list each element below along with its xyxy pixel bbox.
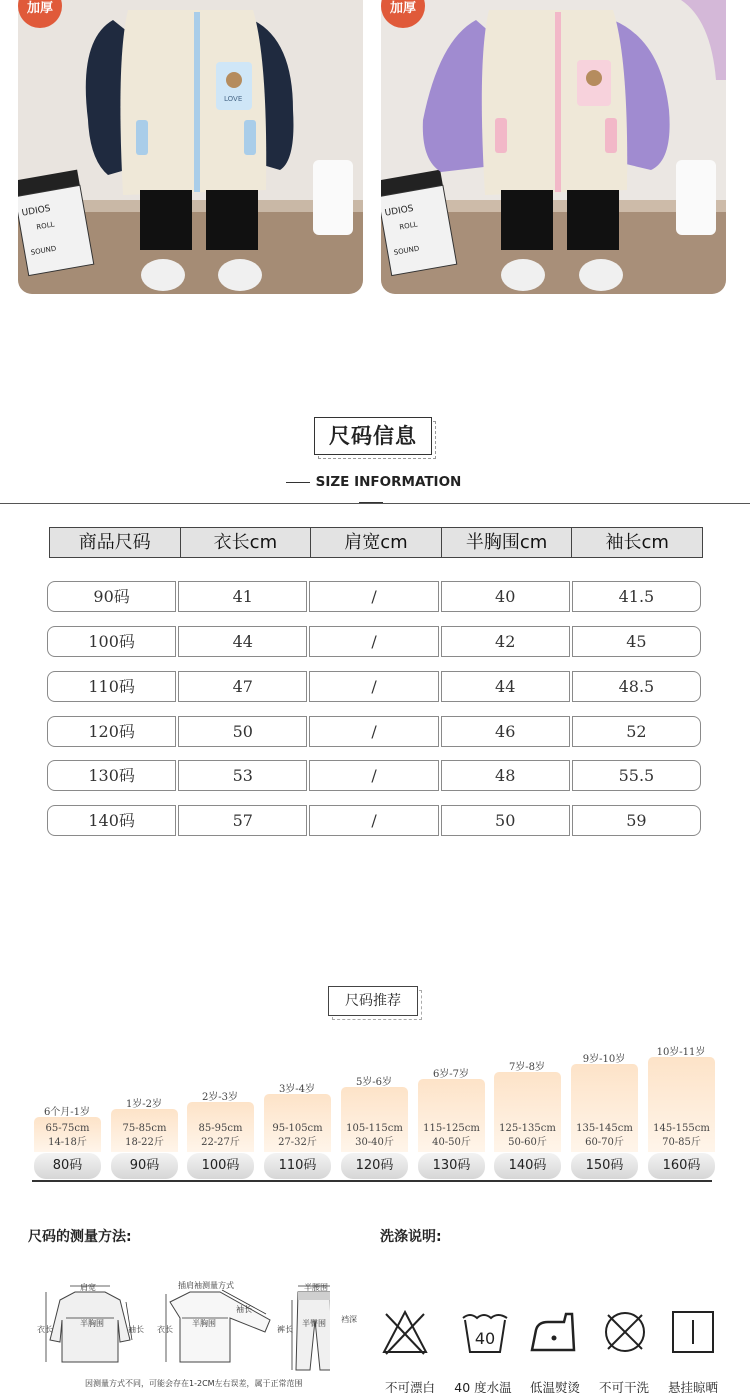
low-iron-icon [528, 1308, 578, 1356]
cell-shoulder: / [309, 760, 438, 791]
label-shoulder: 肩宽 [80, 1283, 96, 1292]
recommend-age: 7岁-8岁 [508, 1062, 546, 1073]
cell-size: 130码 [47, 760, 176, 791]
header-shoulder: 肩宽cm [311, 528, 442, 557]
cell-sleeve: 59 [572, 805, 701, 836]
recommend-baseline [32, 1180, 712, 1182]
recommend-height: 125-135cm [499, 1123, 556, 1134]
no-bleach-icon [380, 1308, 430, 1356]
table-row [47, 581, 701, 612]
recommend-age: 2岁-3岁 [201, 1092, 239, 1103]
measure-title: 尺码的测量方法: [28, 1229, 132, 1245]
cell-length: 53 [178, 760, 307, 791]
recommend-weight: 40-50斤 [432, 1137, 471, 1148]
cell-chest: 50 [441, 805, 570, 836]
cell-chest: 42 [441, 626, 570, 657]
cell-size: 120码 [47, 716, 176, 747]
cell-size: 140码 [47, 805, 176, 836]
svg-text:SOUND: SOUND [393, 244, 420, 257]
header-sleeve: 袖长cm [605, 532, 669, 553]
recommend-weight: 30-40斤 [355, 1137, 394, 1148]
recommend-age: 1岁-2岁 [125, 1099, 163, 1110]
cell-sleeve: 41.5 [572, 581, 701, 612]
cell-sleeve: 45 [572, 626, 701, 657]
cell-size: 90码 [47, 581, 176, 612]
cell-sleeve: 48.5 [572, 671, 701, 702]
wash-temp-text: 40 [474, 1329, 496, 1348]
label-raglan-sleeve: 袖长 [236, 1305, 252, 1314]
cell-shoulder: / [309, 805, 438, 836]
svg-text:UDIOS: UDIOS [21, 203, 52, 219]
recommend-age: 3岁-4岁 [278, 1084, 316, 1095]
cell-sleeve: 52 [572, 716, 701, 747]
cell-length: 57 [178, 805, 307, 836]
care-label-hang-dry: 悬挂晾晒 [667, 1380, 718, 1393]
recommend-size-pill: 120码 [341, 1153, 408, 1179]
recommend-height: 95-105cm [272, 1123, 323, 1134]
table-row [47, 671, 701, 702]
recommend-height: 145-155cm [653, 1123, 710, 1134]
cell-chest: 40 [441, 581, 570, 612]
label-length: 衣长 [37, 1325, 53, 1334]
no-dry-clean-icon [600, 1308, 650, 1356]
svg-text:ROLL: ROLL [398, 220, 419, 232]
label-pants-length: 裤长 [277, 1325, 293, 1334]
svg-text:ROLL: ROLL [35, 220, 56, 232]
cell-length: 41 [178, 581, 307, 612]
recommend-size-pill: 90码 [111, 1153, 178, 1179]
wash-40-icon [460, 1308, 510, 1356]
recommend-size-pill: 130码 [418, 1153, 485, 1179]
cell-size: 100码 [47, 626, 176, 657]
recommend-height: 65-75cm [45, 1123, 90, 1134]
cell-shoulder: / [309, 581, 438, 612]
recommend-height: 85-95cm [198, 1123, 243, 1134]
cell-length: 50 [178, 716, 307, 747]
thick-badge: 加厚 [26, 1, 53, 16]
recommend-size-pill: 150码 [571, 1153, 638, 1179]
cell-shoulder: / [309, 626, 438, 657]
cell-length: 47 [178, 671, 307, 702]
recommend-height: 75-85cm [122, 1123, 167, 1134]
size-info-title: 尺码信息 [314, 417, 432, 455]
measure-note: 因测量方式不同，可能会存在1-2CM左右误差，属于正常范围 [85, 1379, 303, 1388]
recommend-weight: 50-60斤 [508, 1137, 547, 1148]
svg-text:SOUND: SOUND [30, 244, 57, 257]
label-hip: 半臀围 [302, 1319, 326, 1328]
cell-chest: 46 [441, 716, 570, 747]
header-chest: 半胸围cm [442, 528, 573, 557]
recommend-weight: 27-32斤 [278, 1137, 317, 1148]
recommend-age: 6个月-1岁 [43, 1107, 91, 1118]
cell-shoulder: / [309, 716, 438, 747]
product-photo-navy [18, 0, 363, 294]
svg-text:LOVE: LOVE [224, 95, 243, 103]
label-chest: 半胸围 [80, 1319, 104, 1328]
recommend-size-pill: 160码 [648, 1153, 715, 1179]
svg-text:UDIOS: UDIOS [384, 203, 415, 219]
recommend-size-pill: 80码 [34, 1153, 101, 1179]
recommend-age: 10岁-11岁 [656, 1047, 706, 1058]
label-rise: 裆深 [341, 1315, 357, 1324]
cell-chest: 44 [441, 671, 570, 702]
care-label-wash: 40 度水温 [454, 1380, 512, 1393]
size-info-subtitle [275, 472, 466, 492]
recommend-age: 9岁-10岁 [582, 1054, 626, 1065]
recommend-size-pill: 100码 [187, 1153, 254, 1179]
recommend-height: 115-125cm [423, 1123, 480, 1134]
subtitle-text: SIZE INFORMATION [315, 474, 462, 490]
header-length: 衣长cm [181, 528, 312, 557]
table-row [47, 760, 701, 791]
table-row [47, 716, 701, 747]
recommend-height: 135-145cm [576, 1123, 633, 1134]
product-photo-purple [381, 0, 726, 294]
left-dash [286, 482, 310, 483]
recommend-title: 尺码推荐 [328, 986, 418, 1016]
recommend-age: 6岁-7岁 [432, 1069, 470, 1080]
recommend-size-pill: 140码 [494, 1153, 561, 1179]
care-label-iron: 低温熨烫 [529, 1380, 580, 1393]
care-label-no-dry-clean: 不可干洗 [598, 1380, 649, 1393]
label-raglan-length: 衣长 [157, 1325, 173, 1334]
recommend-size-pill: 110码 [264, 1153, 331, 1179]
label-raglan-title: 插肩袖测量方式 [178, 1281, 234, 1290]
cell-length: 44 [178, 626, 307, 657]
table-row [47, 805, 701, 836]
recommend-weight: 18-22斤 [125, 1137, 164, 1148]
recommend-weight: 14-18斤 [48, 1137, 87, 1148]
recommend-weight: 60-70斤 [585, 1137, 624, 1148]
table-row [47, 626, 701, 657]
recommend-age: 5岁-6岁 [355, 1077, 393, 1088]
recommend-weight: 22-27斤 [201, 1137, 240, 1148]
recommend-weight: 70-85斤 [662, 1137, 701, 1148]
care-label-no-bleach: 不可漂白 [384, 1380, 435, 1393]
cell-sleeve: 55.5 [572, 760, 701, 791]
label-waist: 半腰围 [304, 1283, 328, 1292]
thick-badge: 加厚 [389, 1, 416, 16]
care-title: 洗涤说明: [380, 1229, 442, 1245]
cell-chest: 48 [441, 760, 570, 791]
section-divider [0, 503, 750, 504]
label-sleeve: 袖长 [128, 1325, 144, 1334]
size-table-header [49, 527, 703, 558]
label-raglan-chest: 半胸围 [192, 1319, 216, 1328]
cell-shoulder: / [309, 671, 438, 702]
cell-size: 110码 [47, 671, 176, 702]
recommend-height: 105-115cm [346, 1123, 403, 1134]
header-size: 商品尺码 [50, 528, 181, 557]
hang-dry-icon [668, 1308, 718, 1356]
